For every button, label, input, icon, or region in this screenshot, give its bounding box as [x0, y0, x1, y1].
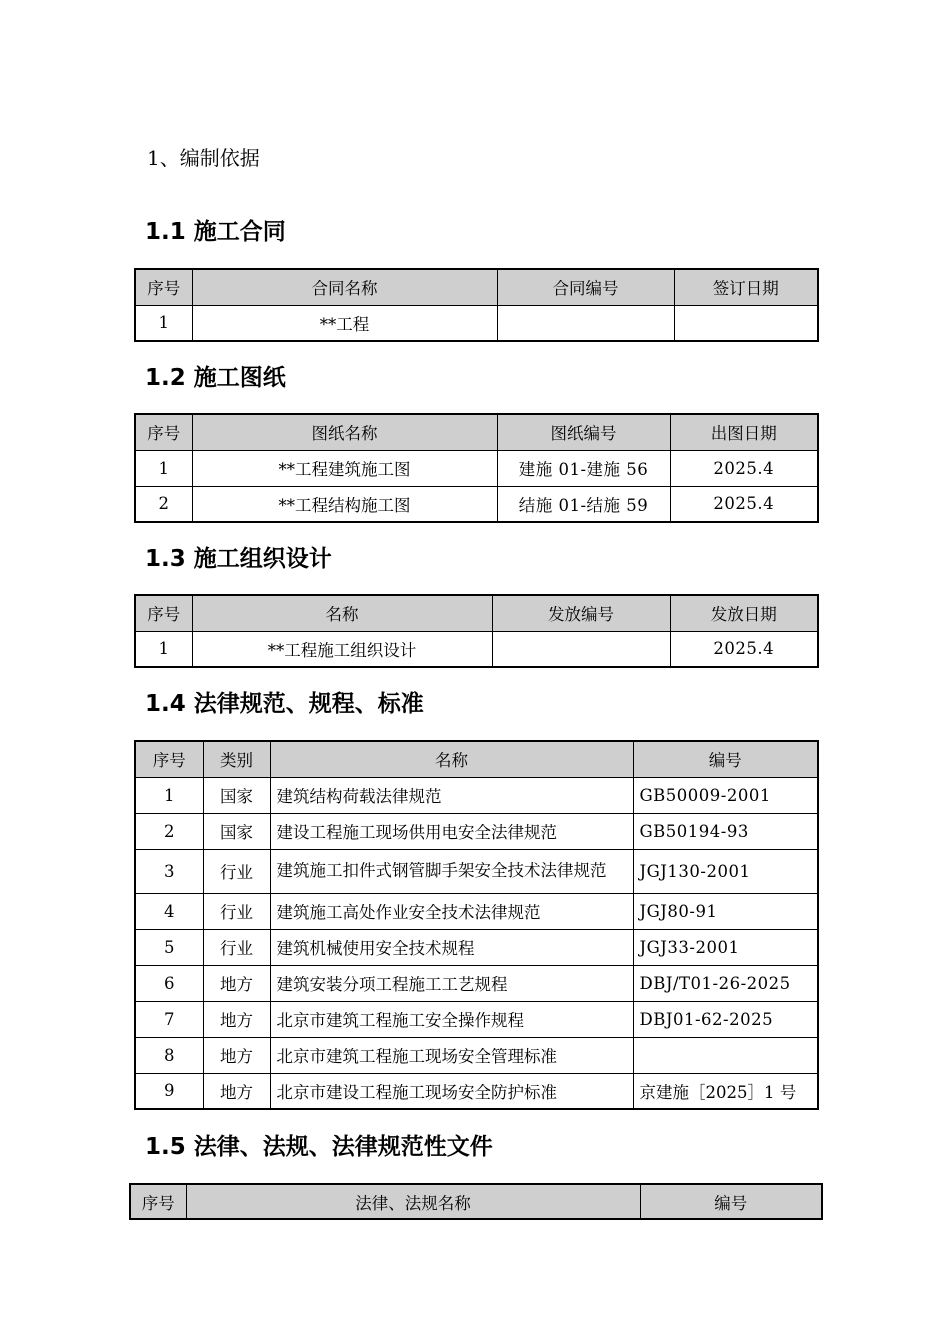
cell: 地方 — [203, 1073, 270, 1109]
cell: 8 — [135, 1037, 203, 1073]
header-cell: 合同编号 — [497, 269, 674, 305]
table-row — [135, 813, 818, 849]
table-row — [135, 450, 818, 486]
table-header-row — [130, 1184, 822, 1219]
cell: 地方 — [203, 965, 270, 1001]
cell: 建筑施工高处作业安全技术法律规范 — [270, 893, 633, 929]
header-cell: 序号 — [135, 269, 192, 305]
section-title-drawings: 1.2 施工图纸 — [145, 365, 286, 391]
header-cell: 序号 — [135, 414, 192, 450]
cell: 9 — [135, 1073, 203, 1109]
header-cell: 序号 — [130, 1184, 186, 1219]
org-design-table — [134, 594, 819, 668]
header-cell: 序号 — [135, 741, 203, 777]
cell: 5 — [135, 929, 203, 965]
cell: **工程 — [192, 305, 497, 341]
table-header-row — [135, 414, 818, 450]
cell: DBJ01-62-2025 — [633, 1001, 818, 1037]
header-cell: 名称 — [270, 741, 633, 777]
header-cell: 图纸编号 — [497, 414, 670, 450]
cell: 建筑结构荷载法律规范 — [270, 777, 633, 813]
table-header-row — [135, 741, 818, 777]
header-cell: 合同名称 — [192, 269, 497, 305]
cell: 行业 — [203, 849, 270, 893]
cell: 地方 — [203, 1037, 270, 1073]
cell: 7 — [135, 1001, 203, 1037]
cell: DBJ/T01-26-2025 — [633, 965, 818, 1001]
cell: 4 — [135, 893, 203, 929]
cell — [497, 305, 674, 341]
cell: 1 — [135, 631, 192, 667]
cell: JGJ130-2001 — [633, 849, 818, 893]
laws-table — [129, 1183, 823, 1220]
cell: 1 — [135, 305, 192, 341]
table-row — [135, 929, 818, 965]
cell: GB50009-2001 — [633, 777, 818, 813]
table-row — [135, 1073, 818, 1109]
section-title-standards: 1.4 法律规范、规程、标准 — [145, 691, 424, 717]
cell: 2025.4 — [670, 486, 818, 522]
cell: 2 — [135, 813, 203, 849]
header-cell: 出图日期 — [670, 414, 818, 450]
cell: JGJ33-2001 — [633, 929, 818, 965]
table-row — [135, 893, 818, 929]
header-cell: 序号 — [135, 595, 192, 631]
cell: 行业 — [203, 893, 270, 929]
table-row — [135, 849, 818, 893]
cell: 6 — [135, 965, 203, 1001]
cell: 北京市建筑工程施工现场安全管理标准 — [270, 1037, 633, 1073]
drawings-table — [134, 413, 819, 523]
cell: GB50194-93 — [633, 813, 818, 849]
cell: 建筑机械使用安全技术规程 — [270, 929, 633, 965]
cell: 1 — [135, 777, 203, 813]
cell — [674, 305, 818, 341]
cell: 2025.4 — [670, 631, 818, 667]
cell: 3 — [135, 849, 203, 893]
header-cell: 发放编号 — [492, 595, 670, 631]
header-cell: 名称 — [192, 595, 492, 631]
cell: **工程施工组织设计 — [192, 631, 492, 667]
table-header-row — [135, 269, 818, 305]
table-row — [135, 631, 818, 667]
cell: 国家 — [203, 777, 270, 813]
table-row — [135, 1001, 818, 1037]
table-header-row — [135, 595, 818, 631]
document-heading: 1、编制依据 — [147, 146, 260, 170]
cell: 国家 — [203, 813, 270, 849]
table-row — [135, 965, 818, 1001]
cell: JGJ80-91 — [633, 893, 818, 929]
cell: 1 — [135, 450, 192, 486]
section-title-laws: 1.5 法律、法规、法律规范性文件 — [145, 1134, 493, 1160]
cell: 2025.4 — [670, 450, 818, 486]
header-cell: 法律、法规名称 — [186, 1184, 640, 1219]
table-row — [135, 305, 818, 341]
header-cell: 类别 — [203, 741, 270, 777]
header-cell: 编号 — [640, 1184, 822, 1219]
header-cell: 签订日期 — [674, 269, 818, 305]
section-title-contract: 1.1 施工合同 — [145, 219, 286, 245]
cell: **工程建筑施工图 — [192, 450, 497, 486]
table-row — [135, 777, 818, 813]
section-title-org-design: 1.3 施工组织设计 — [145, 546, 332, 572]
cell: **工程结构施工图 — [192, 486, 497, 522]
table-row — [135, 1037, 818, 1073]
standards-table — [134, 740, 819, 1110]
cell — [633, 1037, 818, 1073]
cell: 行业 — [203, 929, 270, 965]
header-cell: 编号 — [633, 741, 818, 777]
contract-table — [134, 268, 819, 342]
cell: 北京市建设工程施工现场安全防护标准 — [270, 1073, 633, 1109]
cell: 建筑施工扣件式钢管脚手架安全技术法律规范 — [270, 849, 633, 893]
cell: 地方 — [203, 1001, 270, 1037]
cell: 京建施［2025］1 号 — [633, 1073, 818, 1109]
table-row — [135, 486, 818, 522]
cell — [492, 631, 670, 667]
header-cell: 发放日期 — [670, 595, 818, 631]
cell: 结施 01-结施 59 — [497, 486, 670, 522]
cell: 建施 01-建施 56 — [497, 450, 670, 486]
cell: 建筑安装分项工程施工工艺规程 — [270, 965, 633, 1001]
cell: 2 — [135, 486, 192, 522]
cell: 北京市建筑工程施工安全操作规程 — [270, 1001, 633, 1037]
header-cell: 图纸名称 — [192, 414, 497, 450]
cell: 建设工程施工现场供用电安全法律规范 — [270, 813, 633, 849]
